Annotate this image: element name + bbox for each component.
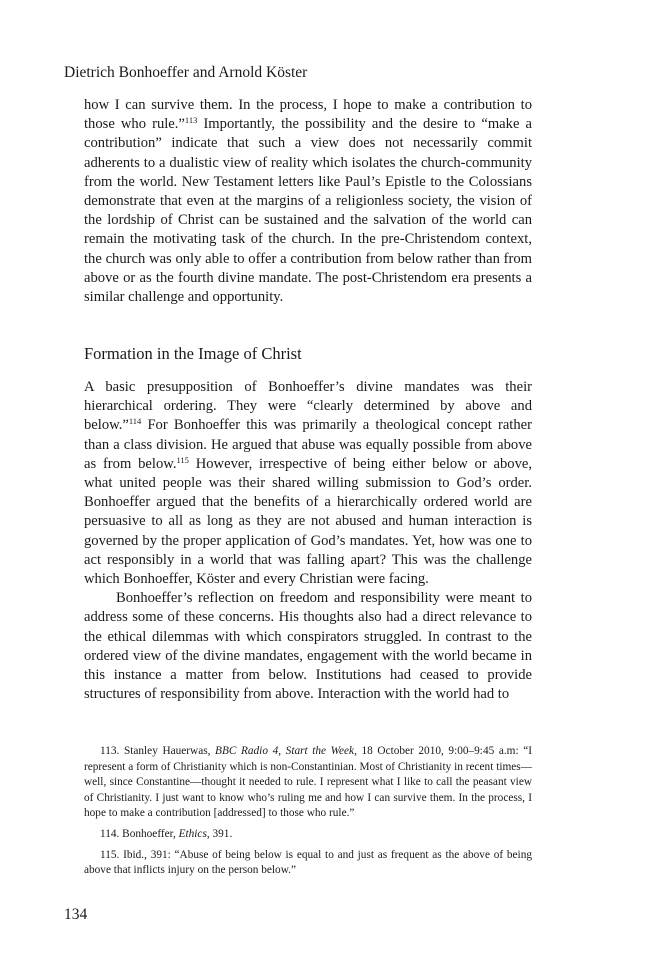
page-number: 134 — [64, 906, 88, 923]
footnote-ref: 113 — [184, 115, 198, 126]
footnote-115: 115. Ibid., 391: “Abuse of being below is equal to and just as frequent as the above of being above that inflicts injury on the person below.” — [84, 848, 532, 877]
running-head: Dietrich Bonhoeffer and Arnold Köster — [64, 64, 308, 81]
footnotes — [84, 744, 532, 884]
italic-title: Ethics — [178, 827, 207, 840]
footnote-114: 114. Bonhoeffer, Ethics, 391. — [100, 827, 233, 840]
italic-title: BBC Radio 4 — [215, 745, 279, 757]
footnote-113: 113. Stanley Hauerwas, BBC Radio 4, Start the Week, 18 October 2010, 9:00–9:45 a.m: “I represent a form of Christianity which is non-Constantinian. Most of Christianity in recent times—well, since Constantine—thought it needed to rule. I represent what I like to call the peasant view of Christianity. I just want to know who’s ruling me and how I can survive them. In the process, I hope to make a contribution [addressed] to those who rule.” — [84, 745, 532, 820]
italic-title: Start the Week — [285, 745, 355, 757]
footnote-ref: 114 — [128, 416, 142, 427]
paragraph-text: A basic presupposition of Bonhoeffer’s divine mandates was their hierarchical ordering. They were “clearly determined by above and below.”$^{114}$ For Bonhoeffer this was primarily a theological concept rather than a class division. He argued that abuse was equally possible from above as from below.$^{115}$ However, irrespective of being either below or above, what united people was their shared willing submission to God’s order. Bonhoeffer argued that the benefits of a hierarchically ordered world are persuasive to all as long as they are not abused and human interaction is governed by the proper application of God’s mandates. Yet, how was one to act responsibly in a world that was falling apart? This was the challenge which Bonhoeffer, Köster and every Christian were facing. — [84, 379, 533, 588]
body-paragraphs-2 — [84, 378, 532, 704]
paragraph-text: Bonhoeffer’s reflection on freedom and responsibility were meant to address some of these concerns. His thoughts also had a direct relevance to the ethical dilemmas with which conspirators struggled. In contrast to the ordered view of the divine mandates, engagement with the world became in this instance a matter from below. Institutions had ceased to provide structures of responsibility from above. Interaction with the world had to — [84, 590, 532, 703]
footnote-ref: 115 — [176, 454, 189, 465]
body-paragraph-1 — [84, 96, 532, 307]
section-heading: Formation in the Image of Christ — [84, 344, 302, 363]
paragraph-text: how I can survive them. In the process, I hope to make a contribution to those who rule.”$^{113}$ Importantly, the possibility and the desire to “make a contribution” indicate that such a view does not necessarily commit adherents to a dualistic view of reality which isolates the church-community from the world. New Testament letters like Paul’s Epistle to the Colossians demonstrate that even at the margins of a religionless society, the vision of the lordship of Christ can be sustained and the salvation of the world can remain the motivating task of the church. In the pre-Christendom context, the church was only able to offer a contribution from below rather than from above or as the fourth divine mandate. The post-Christendom era presents a similar challenge and opportunity. — [84, 97, 532, 306]
